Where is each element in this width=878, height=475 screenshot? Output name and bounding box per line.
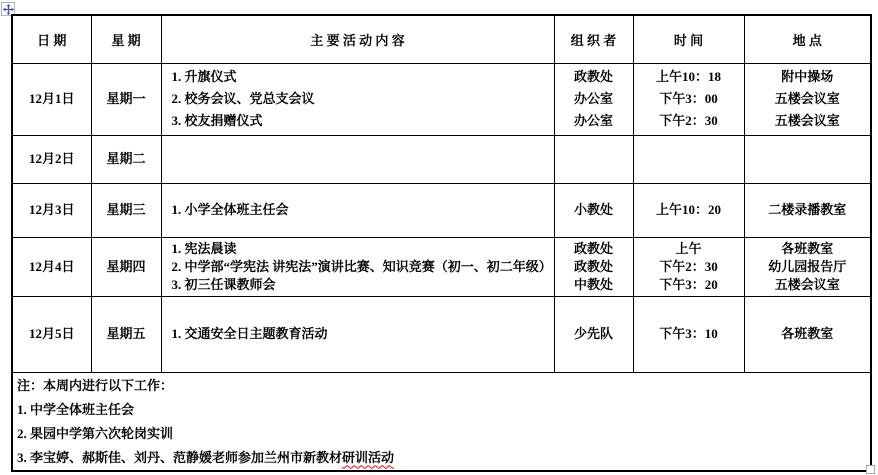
weekly-schedule-table	[11, 14, 872, 472]
notes-cell[interactable]	[12, 372, 871, 471]
header-cell-time[interactable]: 时 间	[633, 15, 744, 63]
time-line: 下午3：20	[659, 276, 718, 292]
weekday-cell[interactable]	[91, 237, 161, 296]
activities-cell[interactable]	[161, 63, 554, 135]
date-cell[interactable]	[12, 296, 91, 372]
note-line	[17, 446, 864, 470]
time-line: 下午3：10	[659, 326, 718, 341]
organizer-line: 办公室	[573, 91, 613, 106]
time-cell[interactable]	[633, 63, 744, 135]
date-cell[interactable]	[12, 183, 91, 237]
move-icon	[3, 4, 14, 15]
organizer-line: 少先队	[573, 326, 613, 341]
activities-cell[interactable]	[161, 296, 554, 372]
activity-line: 1. 升旗仪式	[171, 69, 237, 84]
date-text: 12月3日	[28, 202, 75, 217]
organizer-line: 中教处	[573, 276, 613, 292]
organizer-line: 办公室	[573, 113, 613, 128]
location-cell[interactable]	[744, 183, 871, 237]
schedule-row	[12, 237, 871, 296]
notes-row	[12, 372, 871, 471]
activities-cell[interactable]	[161, 135, 554, 183]
weekday-cell[interactable]	[91, 135, 161, 183]
date-text: 12月2日	[28, 151, 75, 166]
schedule-row	[12, 183, 871, 237]
schedule-row	[12, 63, 871, 135]
activities-cell[interactable]	[161, 237, 554, 296]
time-line: 上午10：20	[655, 202, 721, 217]
location-line: 五楼会议室	[774, 113, 840, 128]
schedule-row	[12, 135, 871, 183]
time-line: 上午	[675, 240, 702, 256]
organizer-line: 政教处	[573, 69, 613, 84]
organizer-cell[interactable]	[554, 63, 633, 135]
weekday-text: 星期二	[106, 151, 146, 166]
date-cell[interactable]	[12, 63, 91, 135]
location-line: 五楼会议室	[774, 91, 840, 106]
location-line: 五楼会议室	[774, 276, 840, 292]
location-line: 附中操场	[781, 69, 834, 84]
organizer-line: 小教处	[573, 202, 613, 217]
activity-line: 1. 交通安全日主题教育活动	[171, 326, 328, 341]
weekday-text: 星期一	[106, 91, 146, 106]
location-cell[interactable]	[744, 296, 871, 372]
time-line: 下午2：30	[659, 113, 718, 128]
activity-line: 2. 校务会议、党总支会议	[171, 91, 315, 106]
table-resize-handle[interactable]	[866, 465, 875, 474]
location-cell[interactable]	[744, 237, 871, 296]
header-cell-location[interactable]: 地 点	[744, 15, 871, 63]
note-line	[17, 422, 864, 446]
weekday-text: 星期四	[106, 258, 146, 274]
organizer-line: 政教处	[573, 240, 613, 256]
weekday-cell[interactable]	[91, 296, 161, 372]
location-cell[interactable]	[744, 63, 871, 135]
time-cell[interactable]	[633, 237, 744, 296]
organizer-line: 政教处	[573, 258, 613, 274]
note-text: 2. 果园中学第六次轮岗实训	[17, 425, 174, 441]
time-line: 下午2：30	[659, 258, 718, 274]
header-cell-weekday[interactable]: 星 期	[91, 15, 161, 63]
location-line: 各班教室	[781, 240, 834, 256]
location-cell[interactable]	[744, 135, 871, 183]
activity-line: 1. 宪法晨读	[171, 240, 237, 256]
organizer-cell[interactable]	[554, 237, 633, 296]
date-cell[interactable]	[12, 135, 91, 183]
date-text: 12月4日	[28, 258, 75, 274]
activity-line: 1. 小学全体班主任会	[171, 202, 289, 217]
date-cell[interactable]	[12, 237, 91, 296]
weekday-text: 星期五	[106, 326, 146, 341]
organizer-cell[interactable]	[554, 296, 633, 372]
header-row	[12, 15, 871, 63]
organizer-cell[interactable]	[554, 135, 633, 183]
weekday-cell[interactable]	[91, 183, 161, 237]
schedule-row	[12, 296, 871, 372]
header-cell-organizer[interactable]: 组 织 者	[554, 15, 633, 63]
time-cell[interactable]	[633, 183, 744, 237]
header-cell-date[interactable]: 日 期	[12, 15, 91, 63]
location-line: 各班教室	[781, 326, 834, 341]
activity-line: 2. 中学部“学宪法 讲宪法”演讲比赛、知识竞赛（初一、初二年级）	[171, 258, 552, 274]
activity-line: 3. 校友捐赠仪式	[171, 113, 263, 128]
activity-line: 3. 初三任课教师会	[171, 276, 276, 292]
weekday-text: 星期三	[106, 202, 146, 217]
header-cell-activities[interactable]: 主 要 活 动 内 容	[161, 15, 554, 63]
location-line: 幼儿园报告厅	[768, 258, 847, 274]
misspelled-text: 研训活动	[342, 449, 395, 465]
date-text: 12月5日	[28, 326, 75, 341]
note-text: 3. 李宝婷、郝斯佳、刘丹、范静媛老师参加兰州市新教材	[17, 449, 343, 465]
date-text: 12月1日	[28, 91, 75, 106]
activities-cell[interactable]	[161, 183, 554, 237]
notes-title: 注：本周内进行以下工作：	[17, 377, 174, 393]
organizer-cell[interactable]	[554, 183, 633, 237]
time-line: 上午10：18	[655, 69, 721, 84]
time-cell[interactable]	[633, 135, 744, 183]
time-cell[interactable]	[633, 296, 744, 372]
note-text: 1. 中学全体班主任会	[17, 401, 135, 417]
location-line: 二楼录播教室	[768, 202, 847, 217]
time-line: 下午3：00	[659, 91, 718, 106]
note-line	[17, 398, 864, 422]
weekday-cell[interactable]	[91, 63, 161, 135]
